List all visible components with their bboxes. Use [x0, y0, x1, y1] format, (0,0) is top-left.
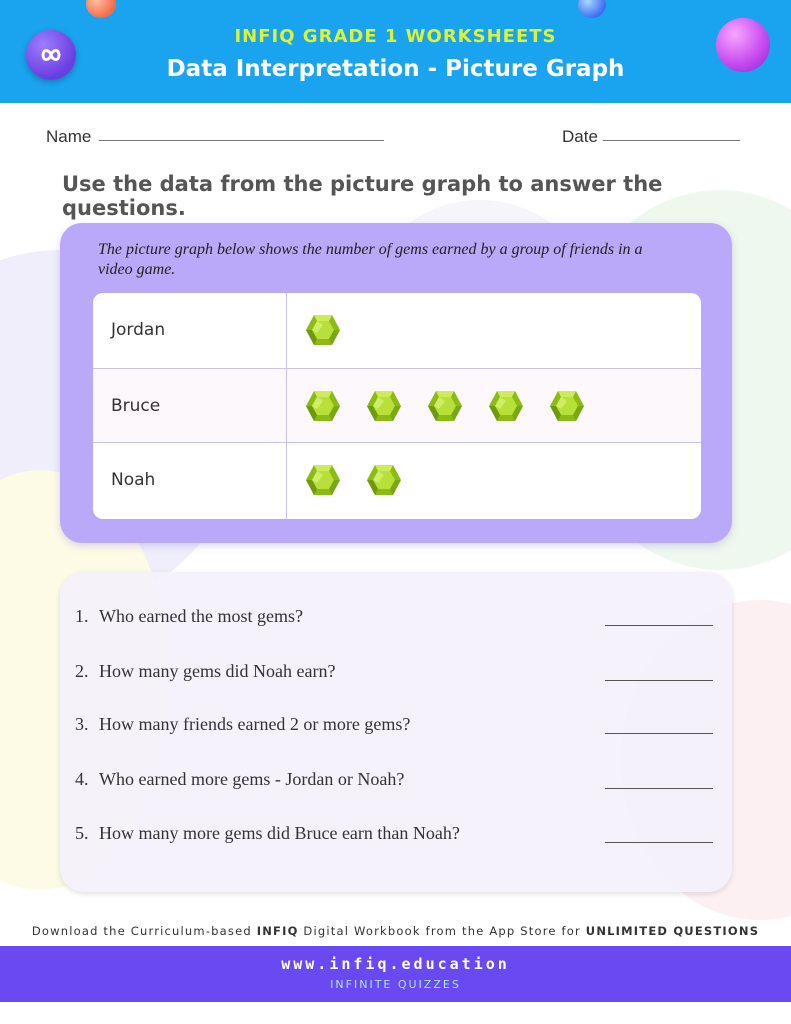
question-number: 1.: [75, 606, 89, 626]
question-text: How many more gems did Bruce earn than Noah?: [99, 823, 460, 843]
answer-line[interactable]: [605, 842, 713, 843]
header-superscript: INFIQ GRADE 1 WORKSHEETS: [234, 26, 557, 47]
graph-row: [93, 443, 701, 519]
answer-line[interactable]: [605, 680, 713, 681]
question-item: [75, 714, 715, 738]
promo-brand: INFIQ: [256, 924, 299, 938]
row-name: Noah: [111, 470, 156, 490]
question-item: [75, 661, 715, 685]
website-link[interactable]: www.infiq.education: [281, 955, 510, 973]
answer-line[interactable]: [605, 625, 713, 626]
answer-line[interactable]: [605, 733, 713, 734]
gem-icon: [366, 389, 402, 423]
column-divider: [286, 293, 287, 519]
question-text: How many friends earned 2 or more gems?: [99, 714, 411, 734]
picture-graph-table: [93, 293, 701, 519]
promo-middle: Digital Workbook from the App Store for: [298, 924, 586, 938]
gem-icon: [366, 463, 402, 497]
name-line: [99, 140, 384, 141]
blue-ball-decoration: [578, 0, 606, 18]
date-line: [603, 140, 740, 141]
instruction-heading: Use the data from the picture graph to answer the questions.: [62, 172, 663, 220]
footer-banner: [0, 946, 791, 1002]
graph-row: [93, 293, 701, 368]
header-banner: [0, 0, 791, 103]
question-number: 4.: [75, 769, 89, 789]
promo-suffix: UNLIMITED QUESTIONS: [585, 924, 760, 938]
name-label: Name: [46, 127, 92, 146]
row-name: Jordan: [111, 320, 166, 340]
question-text: Who earned more gems - Jordan or Noah?: [99, 769, 405, 789]
question-number: 2.: [75, 661, 89, 681]
page-title: Data Interpretation - Picture Graph: [166, 56, 625, 82]
graph-description: The picture graph below shows the number of gems earned by a group of friends in a video game.: [98, 241, 643, 278]
orange-ball-decoration: [86, 0, 116, 18]
date-label: Date: [562, 127, 598, 146]
question-item: [75, 769, 715, 793]
question-text: How many gems did Noah earn?: [99, 661, 336, 681]
promo-prefix: Download the Curriculum-based: [31, 924, 257, 938]
gem-icon: [305, 389, 341, 423]
question-item: [75, 606, 715, 630]
answer-line[interactable]: [605, 788, 713, 789]
question-item: [75, 823, 715, 847]
picture-graph-card: [60, 223, 732, 543]
footer-tagline: INFINITE QUIZZES: [330, 978, 461, 991]
gem-icon: [488, 389, 524, 423]
question-number: 5.: [75, 823, 89, 843]
gem-icon: [427, 389, 463, 423]
promo-text: [0, 924, 791, 938]
gem-icon: [305, 463, 341, 497]
graph-row: [93, 368, 701, 443]
gem-icon: [549, 389, 585, 423]
question-text: Who earned the most gems?: [99, 606, 303, 626]
row-name: Bruce: [111, 396, 161, 416]
question-number: 3.: [75, 714, 89, 734]
gem-icon: [305, 313, 341, 347]
questions-card: [60, 572, 732, 892]
